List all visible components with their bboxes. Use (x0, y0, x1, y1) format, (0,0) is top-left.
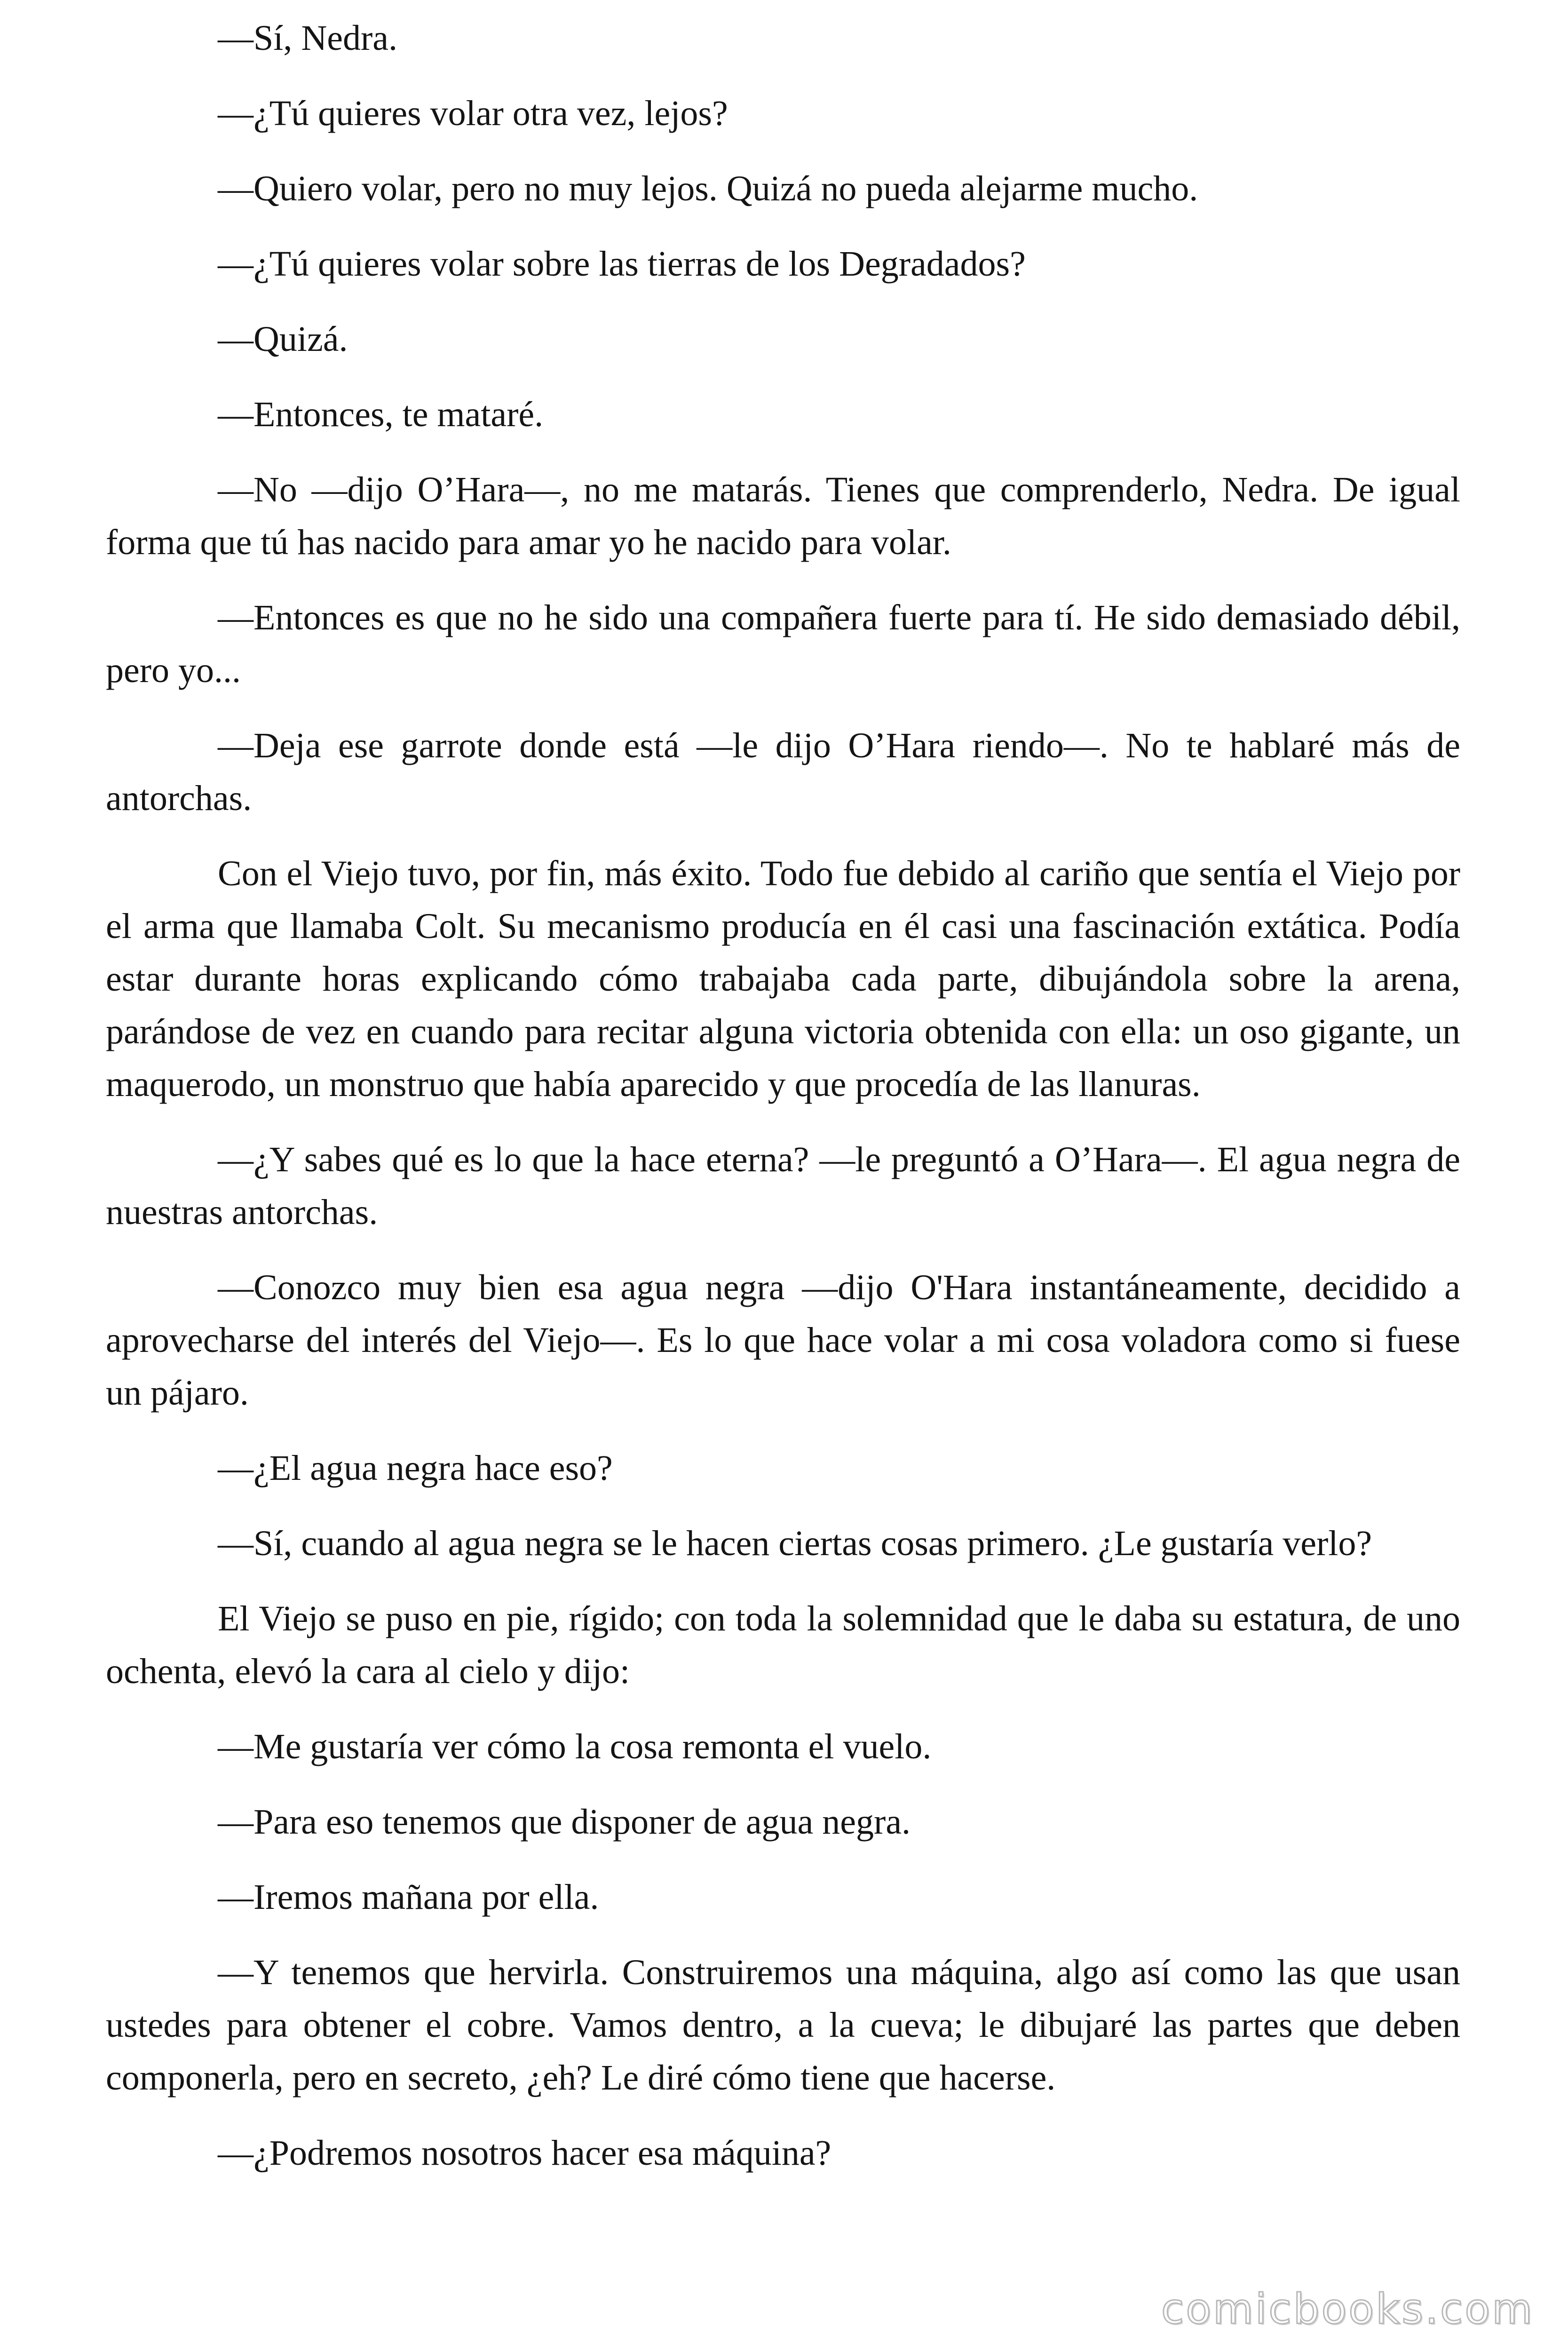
paragraph: —Sí, cuando al agua negra se le hacen ciertas cosas primero. ¿Le gustaría verlo? (218, 1524, 1372, 1563)
paragraph: —Para eso tenemos que disponer de agua negra. (218, 1802, 911, 1842)
paragraph: —Y tenemos que hervirla. Construiremos una máquina, algo así como las que usan ustedes para obtener el cobre. Vamos dentro, a la cueva; le dibujaré las partes que deben componerla, pero en secreto, ¿eh? Le diré cómo tiene que hacerse. (106, 1953, 1460, 2098)
document-page (106, 12, 1460, 2202)
paragraph: —Quiero volar, pero no muy lejos. Quizá no pueda alejarme mucho. (218, 169, 1198, 208)
paragraph: Con el Viejo tuvo, por fin, más éxito. Todo fue debido al cariño que sentía el Viejo por el arma que llamaba Colt. Su mecanismo producía en él casi una fascinación extática. Podía estar durante horas explicando cómo trabajaba cada parte, dibujándola sobre la arena, parándose de vez en cuando para recitar alguna victoria obtenida con ella: un oso gigante, un maquerodo, un monstruo que había aparecido y que procedía de las llanuras. (106, 854, 1460, 1104)
paragraph: —Me gustaría ver cómo la cosa remonta el vuelo. (218, 1727, 932, 1766)
paragraph: —No —dijo O’Hara—, no me matarás. Tienes que comprenderlo, Nedra. De igual forma que tú has nacido para amar yo he nacido para volar. (106, 470, 1460, 562)
paragraph: —¿Y sabes qué es lo que la hace eterna? —le preguntó a O’Hara—. El agua negra de nuestras antorchas. (106, 1140, 1460, 1232)
paragraph: —Quizá. (218, 319, 348, 359)
paragraph: —Sí, Nedra. (218, 18, 398, 58)
paragraph: —Entonces, te mataré. (218, 395, 544, 434)
paragraph: —¿Podremos nosotros hacer esa máquina? (218, 2133, 832, 2173)
paragraph: —Conozco muy bien esa agua negra —dijo O'Hara instantáneamente, decidido a aprovecharse del interés del Viejo—. Es lo que hace volar a mi cosa voladora como si fuese un pájaro. (106, 1268, 1460, 1413)
paragraph: —¿Tú quieres volar otra vez, lejos? (218, 94, 728, 133)
paragraph: —Deja ese garrote donde está —le dijo O’Hara riendo—. No te hablaré más de antorchas. (106, 726, 1460, 818)
paragraph: —¿El agua negra hace eso? (218, 1448, 613, 1488)
paragraph: —Entonces es que no he sido una compañera fuerte para tí. He sido demasiado débil, pero yo... (106, 598, 1460, 690)
watermark: comicbooks.com (1161, 2285, 1534, 2333)
paragraph: —¿Tú quieres volar sobre las tierras de los Degradados? (218, 244, 1026, 284)
paragraph: El Viejo se puso en pie, rígido; con toda la solemnidad que le daba su estatura, de uno ochenta, elevó la cara al cielo y dijo: (106, 1599, 1460, 1691)
paragraph: —Iremos mañana por ella. (218, 1877, 599, 1917)
